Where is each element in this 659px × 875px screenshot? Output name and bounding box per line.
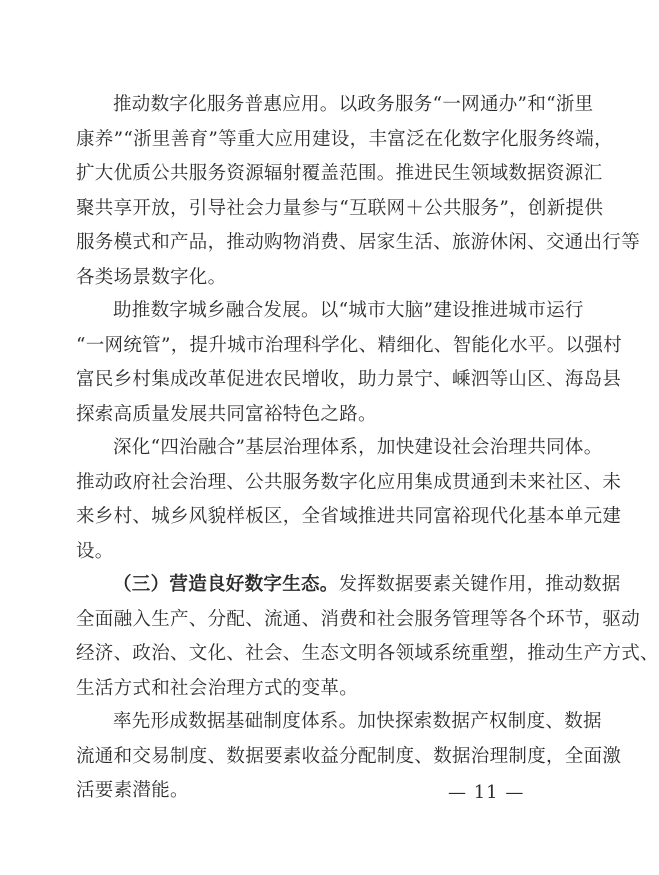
paragraph-line: 探索高质量发展共同富裕特色之路。	[76, 403, 377, 425]
paragraph-line-text: 发挥数据要素关键作用，推动数据	[338, 574, 621, 595]
section-heading: （三）营造良好数字生态。	[113, 574, 339, 595]
paragraph-line	[76, 568, 621, 603]
paragraph-line: 富民乡村集成改革促进农民增收，助力景宁、嵊泗等山区、海岛县	[76, 369, 622, 390]
paragraph-line: 助推数字城乡融合发展。以“城市大脑”建设推进城市运行	[113, 300, 584, 321]
paragraph-line: “一网统管”，提升城市治理科学化、精细化、智能化水平。以强村	[76, 334, 622, 356]
paragraph-line: 深化“四治融合”基层治理体系，加快建设社会治理共同体。	[113, 437, 603, 458]
paragraph-line: 生活方式和社会治理方式的变革。	[76, 677, 359, 699]
paragraph-governance	[76, 431, 622, 569]
paragraph-line: 推动数字化服务普惠应用。以政务服务“一网通办”和“浙里	[113, 94, 594, 115]
paragraph-digital-services	[76, 88, 641, 295]
paragraph-line: 活要素潜能。	[76, 780, 189, 801]
paragraph-line: 康养”“浙里善育”等重大应用建设，丰富泛在化数字化服务终端，	[76, 128, 613, 150]
paragraph-line: 聚共享开放，引导社会力量参与“互联网＋公共服务”，创新提供	[76, 197, 604, 219]
paragraph-line: 设。	[76, 540, 114, 562]
paragraph-line: 来乡村、城乡风貌样板区，全省域推进共同富裕现代化基本单元建	[76, 506, 622, 527]
page-number: — 11 —	[448, 782, 525, 803]
paragraph-line: 各类场景数字化。	[76, 266, 227, 288]
paragraph-digital-ecology	[76, 568, 659, 706]
paragraph-line: 服务模式和产品，推动购物消费、居家生活、旅游休闲、交通出行等	[76, 232, 641, 253]
paragraph-line: 全面融入生产、分配、流通、消费和社会服务管理等各个环节，驱动	[76, 608, 641, 630]
paragraph-line: 经济、政治、文化、社会、生态文明各领域系统重塑，推动生产方式、	[76, 643, 659, 664]
paragraph-line: 扩大优质公共服务资源辐射覆盖范围。推进民生领域数据资源汇	[76, 163, 603, 184]
paragraph-urban-rural	[76, 294, 622, 432]
paragraph-line: 率先形成数据基础制度体系。加快探索数据产权制度、数据	[113, 711, 602, 732]
paragraph-line: 流通和交易制度、数据要素收益分配制度、数据治理制度，全面激	[76, 745, 622, 767]
paragraph-line: 推动政府社会治理、公共服务数字化应用集成贯通到未来社区、未	[76, 471, 622, 493]
